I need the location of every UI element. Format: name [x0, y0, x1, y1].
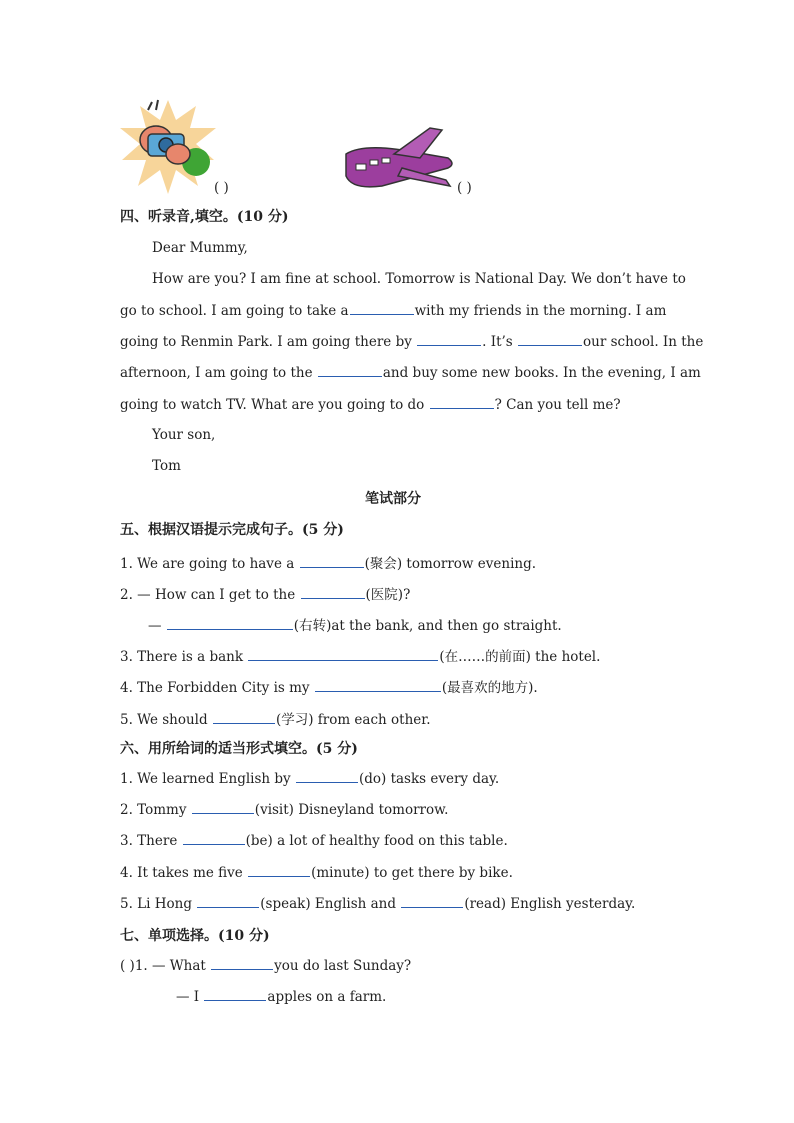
letter-line-4	[120, 364, 701, 381]
section6-heading: 六、用所给词的适当形式填空。(5 分)	[120, 741, 358, 757]
question-text: you do last Sunday?	[274, 958, 412, 974]
s5-question-4	[120, 676, 538, 696]
s5-question-3	[120, 645, 600, 665]
answer-blank[interactable]	[192, 801, 254, 814]
camera-answer-paren[interactable]: ( )	[214, 180, 229, 196]
s5-question-5	[120, 708, 431, 728]
letter-line-2	[120, 302, 666, 319]
answer-blank[interactable]	[183, 832, 245, 845]
answer-blank[interactable]	[417, 333, 481, 346]
question-text: apples on a farm.	[267, 989, 387, 1005]
s7-question-1-reply	[176, 988, 386, 1005]
s5-question-1	[120, 552, 536, 572]
answer-blank[interactable]	[167, 617, 293, 630]
letter-line-3	[120, 333, 703, 350]
section5-heading: 五、根据汉语提示完成句子。(5 分)	[120, 522, 344, 538]
letter-text: ? Can you tell me?	[494, 397, 621, 413]
s5-question-2-reply	[148, 614, 562, 634]
answer-paren[interactable]: ( )1.	[120, 958, 148, 974]
question-text: (聚会) tomorrow evening.	[364, 556, 537, 572]
question-text: (学习) from each other.	[275, 712, 431, 728]
question-text: 3. There is a bank	[120, 649, 244, 665]
section7-heading: 七、单项选择。(10 分)	[120, 928, 270, 944]
answer-blank[interactable]	[248, 648, 438, 661]
answer-blank[interactable]	[248, 864, 310, 877]
s6-question-5	[120, 895, 635, 912]
letter-signature: Tom	[152, 458, 181, 474]
question-text: 1. We are going to have a	[120, 556, 295, 572]
answer-blank[interactable]	[401, 895, 463, 908]
answer-blank[interactable]	[430, 396, 494, 409]
question-text: (read) English yesterday.	[464, 896, 636, 912]
section4-heading: 四、听录音,填空。(10 分)	[120, 209, 289, 225]
s6-question-2	[120, 801, 448, 818]
question-text: 2. — How can I get to the	[120, 587, 296, 603]
letter-text: . It’s	[482, 334, 513, 350]
question-text: (do) tasks every day.	[358, 771, 500, 787]
answer-blank[interactable]	[318, 364, 382, 377]
question-text: 5. Li Hong	[120, 896, 192, 912]
s7-question-1	[120, 957, 411, 974]
s5-question-2	[120, 583, 410, 603]
question-text: (speak) English and	[260, 896, 397, 912]
answer-blank[interactable]	[296, 770, 358, 783]
question-text: 1. We learned English by	[120, 771, 291, 787]
question-text: (在……的前面) the hotel.	[439, 649, 601, 665]
question-text: (右转)at the bank, and then go straight.	[293, 618, 562, 634]
camera-picture	[118, 98, 218, 198]
answer-blank[interactable]	[301, 586, 365, 599]
letter-line-1: How are you? I am fine at school. Tomorrow is National Day. We don’t have to	[152, 271, 686, 287]
question-text: — What	[152, 958, 206, 974]
question-text: — I	[176, 989, 200, 1005]
question-text: 3. There	[120, 833, 178, 849]
letter-text: afternoon, I am going to the	[120, 365, 313, 381]
question-text: 4. It takes me five	[120, 865, 243, 881]
question-text: (minute) to get there by bike.	[311, 865, 513, 881]
answer-blank[interactable]	[204, 988, 266, 1001]
answer-blank[interactable]	[211, 957, 273, 970]
written-part-title: 笔试部分	[365, 491, 421, 507]
answer-blank[interactable]	[197, 895, 259, 908]
letter-greeting: Dear Mummy,	[152, 240, 248, 256]
answer-blank[interactable]	[350, 302, 414, 315]
s6-question-1	[120, 770, 499, 787]
answer-blank[interactable]	[300, 555, 364, 568]
letter-text: going to watch TV. What are you going to do	[120, 397, 425, 413]
s6-question-3	[120, 832, 508, 849]
letter-text: go to school. I am going to take a	[120, 303, 349, 319]
question-text: (医院)?	[365, 587, 411, 603]
s6-question-4	[120, 864, 513, 881]
answer-blank[interactable]	[213, 711, 275, 724]
question-text: 2. Tommy	[120, 802, 187, 818]
question-text: (最喜欢的地方).	[441, 680, 538, 696]
answer-blank[interactable]	[518, 333, 582, 346]
question-text: (be) a lot of healthy food on this table.	[245, 833, 508, 849]
letter-closing: Your son,	[152, 427, 216, 443]
letter-text: our school. In the	[583, 334, 704, 350]
question-text: (visit) Disneyland tomorrow.	[254, 802, 449, 818]
question-text: 4. The Forbidden City is my	[120, 680, 310, 696]
letter-line-5	[120, 396, 621, 413]
answer-blank[interactable]	[315, 679, 441, 692]
letter-text: going to Renmin Park. I am going there by	[120, 334, 412, 350]
airplane-answer-paren[interactable]: ( )	[457, 180, 472, 196]
letter-text: and buy some new books. In the evening, I am	[382, 365, 701, 381]
question-text: —	[148, 618, 162, 634]
airplane-picture	[342, 124, 458, 196]
question-text: 5. We should	[120, 712, 208, 728]
letter-text: with my friends in the morning. I am	[414, 303, 667, 319]
